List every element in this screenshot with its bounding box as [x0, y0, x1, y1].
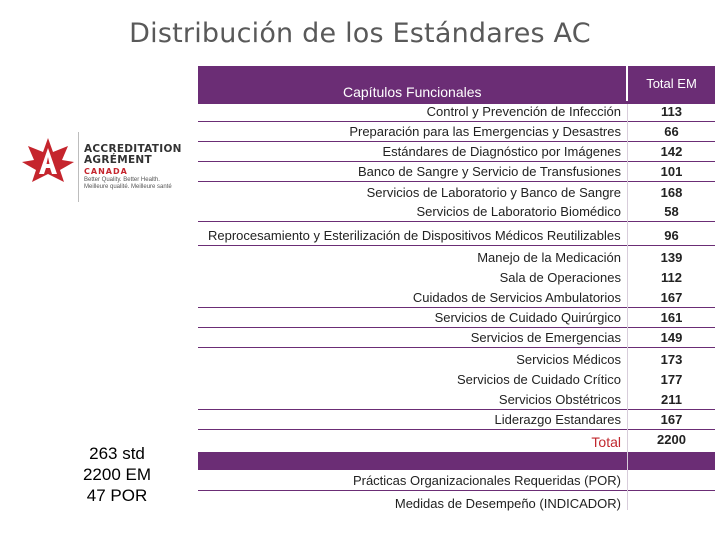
table-row — [198, 202, 715, 222]
logo-line-canada: CANADA — [84, 167, 128, 176]
logo-line-agrement: AGRÉMENT — [84, 154, 152, 166]
row-em-value: 177 — [660, 372, 683, 387]
row-em-value: 142 — [660, 144, 683, 159]
table-row — [198, 348, 715, 369]
table-row — [198, 104, 715, 122]
table-row — [198, 308, 715, 328]
table-row — [198, 369, 715, 389]
row-chapter-name: Servicios de Emergencias — [470, 330, 621, 345]
row-em-value: 211 — [661, 392, 682, 407]
table-row — [198, 222, 715, 246]
row-chapter-name: Servicios Obstétricos — [498, 392, 621, 407]
row-chapter-name: Servicios de Laboratorio Biomédico — [416, 204, 621, 219]
purple-separator-band — [198, 452, 715, 470]
total-row — [198, 430, 715, 452]
header-total-em-label: Total EM — [646, 76, 697, 91]
table-row — [198, 389, 715, 410]
row-chapter-name: Servicios de Laboratorio y Banco de Sangre — [366, 185, 621, 200]
row-chapter-name: Control y Prevención de Infección — [426, 104, 621, 119]
row-chapter-name: Servicios Médicos — [516, 352, 621, 367]
stat-em: 2200 EM — [82, 465, 152, 484]
table-row — [198, 410, 715, 430]
table-row — [198, 142, 715, 162]
footer-row-indicador — [198, 491, 715, 512]
table-row — [198, 267, 715, 287]
header-total-em — [628, 66, 715, 101]
footer-indicador-label: Medidas de Desempeño (INDICADOR) — [394, 496, 621, 511]
row-em-value: 173 — [660, 352, 683, 367]
table-row — [198, 287, 715, 308]
logo-divider — [78, 132, 79, 202]
logo-tagline-en: Better Quality. Better Health. — [84, 177, 160, 183]
row-em-value: 149 — [660, 330, 683, 345]
stat-por: 47 POR — [86, 486, 148, 505]
header-chapters — [198, 66, 626, 101]
table-row — [198, 122, 715, 142]
row-chapter-name: Reprocesamiento y Esterilización de Dispositivos Médicos Reutilizables — [208, 228, 621, 243]
row-em-value: 58 — [664, 204, 679, 219]
row-em-value: 168 — [660, 185, 683, 200]
logo-line-accreditation: ACCREDITATION — [84, 143, 182, 155]
table-row — [198, 182, 715, 202]
table-row — [198, 162, 715, 182]
row-chapter-name: Servicios de Cuidado Crítico — [456, 372, 621, 387]
row-chapter-name: Cuidados de Servicios Ambulatorios — [412, 290, 621, 305]
maple-leaf-a-logo-icon — [20, 136, 76, 186]
accreditation-canada-logo — [20, 132, 190, 207]
row-chapter-name: Servicios de Cuidado Quirúrgico — [434, 310, 621, 325]
summary-stats — [62, 443, 172, 506]
page-title: Distribución de los Estándares AC — [129, 18, 591, 49]
header-chapters-label: Capítulos Funcionales — [343, 84, 482, 100]
stat-std: 263 std — [89, 444, 145, 463]
table-row — [198, 246, 715, 267]
row-chapter-name: Manejo de la Medicación — [477, 250, 621, 265]
logo-tagline-fr: Meilleure qualité. Meilleure santé — [84, 184, 172, 190]
row-em-value: 167 — [660, 412, 683, 427]
row-em-value: 113 — [661, 104, 682, 119]
table-row — [198, 328, 715, 348]
row-em-value: 161 — [660, 310, 683, 325]
row-em-value: 112 — [661, 270, 682, 285]
column-divider — [627, 104, 628, 510]
row-chapter-name: Banco de Sangre y Servicio de Transfusiones — [357, 164, 621, 179]
total-label: Total — [591, 434, 621, 450]
row-em-value: 101 — [660, 164, 683, 179]
standards-table — [198, 66, 715, 512]
row-chapter-name: Sala de Operaciones — [499, 270, 621, 285]
footer-row-por — [198, 470, 715, 491]
footer-por-label: Prácticas Organizacionales Requeridas (POR) — [352, 473, 621, 488]
total-value: 2200 — [657, 432, 686, 447]
row-em-value: 66 — [664, 124, 679, 139]
row-em-value: 139 — [660, 250, 683, 265]
row-em-value: 167 — [660, 290, 683, 305]
row-chapter-name: Preparación para las Emergencias y Desastres — [349, 124, 621, 139]
row-chapter-name: Estándares de Diagnóstico por Imágenes — [382, 144, 621, 159]
row-chapter-name: Liderazgo Estandares — [494, 412, 621, 427]
row-em-value: 96 — [664, 228, 679, 243]
